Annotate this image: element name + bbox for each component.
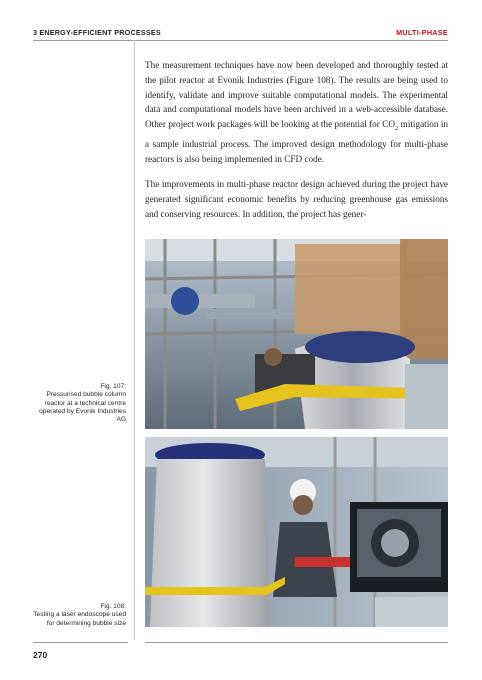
- chapter-title: 3 ENERGY-EFFICIENT PROCESSES: [33, 28, 161, 37]
- body-paragraph-1-text-b: mitigation in a sample industrial process. The improved design methodology for multi-phase reactors is also being implemented in CFD code.: [145, 119, 449, 164]
- body-paragraph-1-text-a: The measurement techniques have now been developed and thoroughly tested at the pilot reactor at Evonik Industries (Figure 108). The results are being used to identify, validate and improve suitable computational models. The experimental data and computational models have been archived in a web-accessible database. Other project work packages will be looking at the potential for CO: [145, 60, 448, 130]
- footer-rule-left: [33, 642, 128, 643]
- figure-108-caption-text: Testing a laser endoscope used for determining bubble size: [33, 611, 126, 627]
- figure-107-label: Fig. 107:: [100, 383, 126, 390]
- figure-108-photo: [145, 437, 448, 627]
- body-paragraph-2: The improvements in multi-phase reactor design achieved during the project have generated significant economic benefits by reducing greenhouse gas emissions and conserving resources. In addition, the project has gener-: [145, 179, 448, 219]
- figure-107-caption-text: Pressurised bubble column reactor at a technical centre operated by Evonik Industries AG: [39, 391, 126, 424]
- figure-107-photo: [145, 239, 448, 429]
- figure-108-caption: [30, 603, 126, 628]
- header-rule: [33, 40, 448, 41]
- page-number: 270: [33, 650, 48, 660]
- figure-108-label: Fig. 108:: [100, 603, 126, 610]
- footer-rule-right: [145, 642, 448, 643]
- section-title: MULTI-PHASE: [396, 28, 448, 37]
- figure-107-caption: [30, 383, 126, 424]
- body-paragraph-1: [145, 58, 448, 166]
- subscript-2: 2: [395, 125, 399, 133]
- column-divider: [134, 40, 135, 640]
